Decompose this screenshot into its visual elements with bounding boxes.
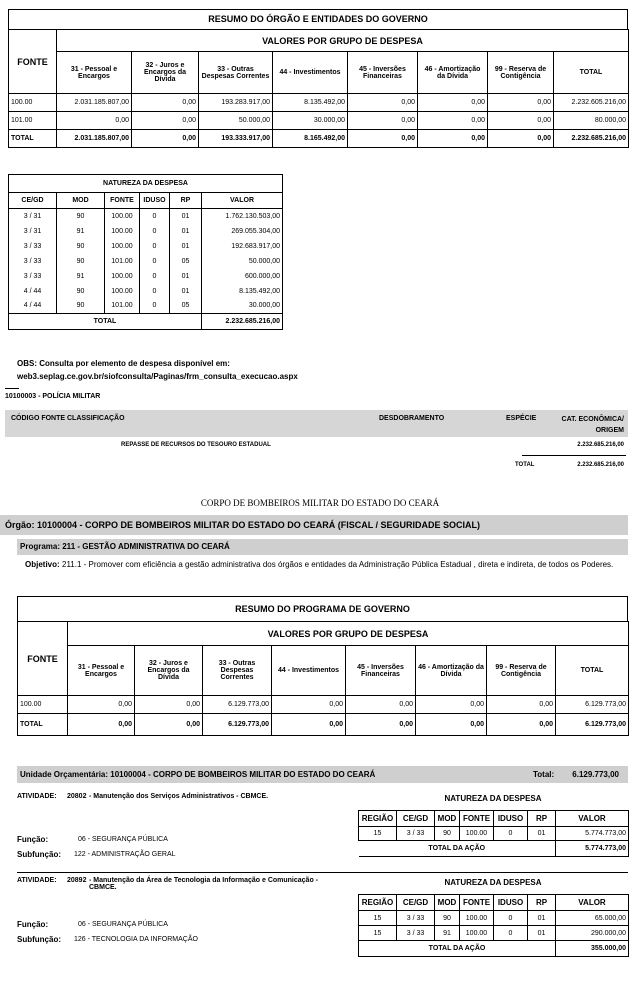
col-header: TOTAL: [556, 646, 629, 696]
program-summary-table: [17, 621, 629, 736]
col-header: 33 - Outras Despesas Correntes: [203, 646, 272, 696]
cell: 30.000,00: [202, 299, 283, 314]
atividade2-natureza-table: [358, 894, 629, 957]
cell: 0,00: [346, 714, 416, 736]
cell: 0,00: [68, 714, 135, 736]
cell: 0,00: [348, 112, 418, 130]
cell: 01: [170, 239, 202, 254]
objetivo-text: 211.1 - Promover com eficiência a gestão administrativa dos órgãos e entidades da Administração Pública Estadual , direta e indireta, de todos os Poderes.: [62, 560, 614, 569]
natureza-title: NATUREZA DA DESPESA: [444, 878, 542, 887]
divider: [5, 388, 19, 389]
cell: 269.055.304,00: [202, 224, 283, 239]
total-value: 2.232.685.216,00: [202, 314, 283, 330]
col-header: CE/GD: [9, 193, 57, 209]
col-header: 45 - Inversões Financeiras: [346, 646, 416, 696]
cell: 0,00: [416, 714, 487, 736]
col-header: IDUSO: [140, 193, 170, 209]
cell: 0: [494, 827, 528, 841]
cell: 0: [140, 254, 170, 269]
cell: 91: [435, 926, 460, 941]
cell: TOTAL: [18, 714, 68, 736]
subfuncao-value: 122 - ADMINISTRAÇÃO GERAL: [74, 851, 176, 858]
total-row: [359, 941, 629, 957]
cell: 8.135.492,00: [273, 94, 348, 112]
cell: 0,00: [416, 696, 487, 714]
total-label: TOTAL DA AÇÃO: [359, 841, 556, 857]
page-title: CORPO DE BOMBEIROS MILITAR DO ESTADO DO CEARÁ: [200, 498, 440, 508]
col-header: IDUSO: [494, 811, 528, 827]
unidade-label: Unidade Orçamentária: 10100004 - CORPO DE BOMBEIROS MILITAR DO ESTADO DO CEARÁ: [20, 770, 376, 779]
col-header: FONTE: [460, 895, 494, 911]
cell: 0,00: [487, 714, 556, 736]
col-header: 32 - Juros e Encargos da Dívida: [135, 646, 203, 696]
total-row: [18, 714, 629, 736]
cell: 100.00: [460, 926, 494, 941]
cell: 101.00: [9, 112, 57, 130]
col-header: 33 - Outras Despesas Correntes: [199, 52, 273, 94]
col-header: RP: [528, 895, 556, 911]
total-value: 5.774.773,00: [556, 841, 629, 857]
natureza-title: NATUREZA DA DESPESA: [9, 175, 283, 193]
col-header: 45 - Inversões Financeiras: [348, 52, 418, 94]
col-header: RP: [528, 811, 556, 827]
cell: 6.129.773,00: [556, 696, 629, 714]
cell: 8.165.492,00: [273, 130, 348, 148]
cell: 0: [140, 299, 170, 314]
top-summary-col-headers: [9, 52, 629, 94]
table-row: [9, 209, 283, 224]
cell: 90: [57, 284, 105, 299]
subfuncao-value: 126 - TECNOLOGIA DA INFORMAÇÃO: [74, 936, 198, 943]
cell: 0: [494, 911, 528, 926]
cell: 193.283.917,00: [199, 94, 273, 112]
cell: 90: [435, 911, 460, 926]
cell: 6.129.773,00: [556, 714, 629, 736]
atividade-label: ATIVIDADE:: [17, 793, 57, 800]
policia-total-label: TOTAL: [515, 462, 535, 468]
cell: 100.00: [105, 209, 140, 224]
natureza-body: [9, 209, 283, 314]
cell: 0,00: [487, 696, 556, 714]
funcao-label: Função:: [17, 920, 49, 929]
col-header: MOD: [57, 193, 105, 209]
cell: 3 / 33: [397, 926, 435, 941]
total-row: [359, 841, 629, 857]
table-row: [9, 299, 283, 314]
repasse-label: REPASSE DE RECURSOS DO TESOURO ESTADUAL: [121, 442, 271, 448]
cell: 0: [140, 239, 170, 254]
cell: 15: [359, 911, 397, 926]
atividade-label: ATIVIDADE:: [17, 877, 57, 884]
cell: 6.129.773,00: [203, 696, 272, 714]
cell: 05: [170, 254, 202, 269]
cell: 2.232.685.216,00: [554, 130, 629, 148]
repasse-value: 2.232.685.216,00: [577, 442, 624, 448]
col-header: MOD: [435, 895, 460, 911]
cell: 01: [170, 284, 202, 299]
policia-title: 10100003 - POLÍCIA MILITAR: [5, 393, 101, 400]
cell: 01: [170, 224, 202, 239]
col-header: RP: [170, 193, 202, 209]
cell: 15: [359, 827, 397, 841]
col-header: CE/GD: [397, 811, 435, 827]
cell: 8.135.492,00: [202, 284, 283, 299]
table-row: [9, 224, 283, 239]
table-row: [9, 284, 283, 299]
cell: 0,00: [348, 130, 418, 148]
atividade1-natureza-table: [358, 810, 629, 857]
cell: 0,00: [272, 714, 346, 736]
cell: 100.00: [460, 911, 494, 926]
col-especie: ESPÉCIE: [506, 415, 537, 422]
cell: 0,00: [418, 94, 488, 112]
total-value: 355.000,00: [556, 941, 629, 957]
col-header: 31 - Pessoal e Encargos: [68, 646, 135, 696]
col-header: FONTE: [460, 811, 494, 827]
atividade-code: 20892: [67, 877, 87, 884]
cell: 4 / 44: [9, 299, 57, 314]
orgao-bar: Órgão: 10100004 - CORPO DE BOMBEIROS MILITAR DO ESTADO DO CEARÁ (FISCAL / SEGURIDADE SOCIAL): [0, 515, 628, 535]
cell: 01: [528, 911, 556, 926]
cell: 101.00: [105, 254, 140, 269]
group-header: VALORES POR GRUPO DE DESPESA: [57, 30, 629, 52]
cell: 0,00: [57, 112, 132, 130]
cell: 65.000,00: [556, 911, 629, 926]
cell: 3 / 33: [9, 239, 57, 254]
natureza-headers: [359, 811, 629, 827]
cell: 01: [528, 926, 556, 941]
cell: 4 / 44: [9, 284, 57, 299]
funcao-value: 06 - SEGURANÇA PÚBLICA: [78, 921, 168, 928]
col-header: VALOR: [556, 895, 629, 911]
table-row: [9, 269, 283, 284]
total-label: TOTAL: [9, 314, 202, 330]
col-header: 32 - Juros e Encargos da Dívida: [132, 52, 199, 94]
cell: 100.00: [18, 696, 68, 714]
cell: 100.00: [460, 827, 494, 841]
atividade-desc: - Manutenção da Área de Tecnologia da Informação e Comunicação - CBMCE.: [89, 877, 318, 891]
funcao-label: Função:: [17, 835, 49, 844]
atividade1-natureza: [358, 790, 628, 857]
cell: 3 / 31: [9, 209, 57, 224]
col-header: 99 - Reserva de Contigência: [488, 52, 554, 94]
cell: 2.031.185.807,00: [57, 130, 132, 148]
atividade-code: 20802: [67, 793, 87, 800]
cell: 0: [494, 926, 528, 941]
cell: 50.000,00: [202, 254, 283, 269]
program-summary-title: RESUMO DO PROGRAMA DE GOVERNO: [17, 596, 628, 621]
cell: 3 / 31: [9, 224, 57, 239]
cell: 0,00: [488, 130, 554, 148]
table-row: [9, 254, 283, 269]
natureza-top-table: [8, 174, 283, 330]
natureza-top: [8, 174, 282, 330]
cell: 15: [359, 926, 397, 941]
cell: 0,00: [488, 112, 554, 130]
col-header: 44 - Investimentos: [272, 646, 346, 696]
cell: 0: [140, 224, 170, 239]
total-row: [9, 314, 283, 330]
obs-link[interactable]: web3.seplag.ce.gov.br/siofconsulta/Paginas/frm_consulta_execucao.aspx: [17, 372, 298, 381]
col-header: 44 - Investimentos: [273, 52, 348, 94]
col-header: REGIÃO: [359, 895, 397, 911]
col-cat: CAT. ECONÔMICA/ ORIGEM: [561, 416, 624, 434]
col-header: 31 - Pessoal e Encargos: [57, 52, 132, 94]
cell: 0,00: [135, 714, 203, 736]
cell: 0,00: [418, 130, 488, 148]
table-row: [359, 926, 629, 941]
cell: 193.333.917,00: [199, 130, 273, 148]
unidade-total-label: Total:: [533, 770, 555, 779]
cell: 01: [528, 827, 556, 841]
table-row: [9, 239, 283, 254]
cell: 5.774.773,00: [556, 827, 629, 841]
cell: 0,00: [132, 94, 199, 112]
cell: 100.00: [105, 239, 140, 254]
cell: 100.00: [105, 224, 140, 239]
policia-header-bar: [5, 410, 628, 437]
unidade-bar: [17, 766, 628, 783]
cell: 2.232.605.216,00: [554, 94, 629, 112]
programa-bar: Programa: 211 - GESTÃO ADMINISTRATIVA DO CEARÁ: [17, 539, 628, 555]
cell: 0,00: [346, 696, 416, 714]
cell: 3 / 33: [397, 911, 435, 926]
col-header: 46 - Amortização da Dívida: [416, 646, 487, 696]
atividade-desc: - Manutenção dos Serviços Administrativos - CBMCE.: [89, 793, 269, 800]
cell: 0: [140, 284, 170, 299]
top-summary: [8, 9, 628, 148]
cell: 05: [170, 299, 202, 314]
cell: 0,00: [132, 112, 199, 130]
program-summary: [17, 596, 628, 736]
table-row: [9, 94, 629, 112]
cell: 90: [57, 254, 105, 269]
cell: 90: [57, 209, 105, 224]
subfuncao-label: Subfunção:: [17, 935, 61, 944]
col-codigo: CÓDIGO FONTE CLASSIFICAÇÃO: [11, 415, 125, 422]
policia-total-value: 2.232.685.216,00: [577, 462, 624, 468]
cell: 2.031.185.807,00: [57, 94, 132, 112]
table-row: [9, 112, 629, 130]
col-header: FONTE: [105, 193, 140, 209]
top-summary-table: [8, 29, 629, 148]
col-header: 99 - Reserva de Contigência: [487, 646, 556, 696]
total-row: [9, 130, 629, 148]
cell: 30.000,00: [273, 112, 348, 130]
cell: 0,00: [348, 94, 418, 112]
cell: 0: [140, 269, 170, 284]
divider: [522, 455, 626, 456]
cell: 0,00: [272, 696, 346, 714]
natureza-title: NATUREZA DA DESPESA: [444, 794, 542, 803]
col-header: REGIÃO: [359, 811, 397, 827]
cell: 91: [57, 224, 105, 239]
cell: 0: [140, 209, 170, 224]
natureza-headers: [359, 895, 629, 911]
group-header: VALORES POR GRUPO DE DESPESA: [68, 622, 629, 646]
cell: 100.00: [9, 94, 57, 112]
cell: TOTAL: [9, 130, 57, 148]
cell: 0,00: [132, 130, 199, 148]
cell: 192.683.917,00: [202, 239, 283, 254]
col-desdobramento: DESDOBRAMENTO: [379, 415, 445, 422]
col-header: TOTAL: [554, 52, 629, 94]
cell: 90: [57, 239, 105, 254]
objetivo-label: Objetivo:: [25, 560, 60, 569]
col-header: MOD: [435, 811, 460, 827]
cell: 50.000,00: [199, 112, 273, 130]
obs-line1: OBS: Consulta por elemento de despesa disponível em:: [17, 359, 230, 368]
natureza-headers: [9, 193, 283, 209]
divider: [17, 872, 628, 873]
cell: 01: [170, 269, 202, 284]
table-row: [359, 827, 629, 841]
table-row: [18, 696, 629, 714]
fonte-header: FONTE: [9, 30, 57, 94]
cell: 600.000,00: [202, 269, 283, 284]
cell: 0,00: [135, 696, 203, 714]
cell: 6.129.773,00: [203, 714, 272, 736]
col-header: VALOR: [202, 193, 283, 209]
cell: 90: [435, 827, 460, 841]
col-header: VALOR: [556, 811, 629, 827]
atividade-desc-text: Manutenção dos Serviços Administrativos - CBMCE.: [93, 793, 269, 800]
cell: 3 / 33: [9, 269, 57, 284]
cell: 91: [57, 269, 105, 284]
cell: 0,00: [68, 696, 135, 714]
subfuncao-label: Subfunção:: [17, 850, 61, 859]
cell: 3 / 33: [9, 254, 57, 269]
col-header: IDUSO: [494, 895, 528, 911]
cell: 1.762.130.503,00: [202, 209, 283, 224]
cell: 01: [170, 209, 202, 224]
cell: 3 / 33: [397, 827, 435, 841]
col-header: CE/GD: [397, 895, 435, 911]
col-header: 46 - Amortização da Dívida: [418, 52, 488, 94]
funcao-value: 06 - SEGURANÇA PÚBLICA: [78, 836, 168, 843]
atividade2-natureza: [358, 874, 628, 957]
cell: 90: [57, 299, 105, 314]
cell: 100.00: [105, 284, 140, 299]
cell: 290.000,00: [556, 926, 629, 941]
atividade-desc-line1: Manutenção da Área de Tecnologia da Informação e Comunicação -: [93, 877, 318, 884]
cell: 101.00: [105, 299, 140, 314]
fonte-header: FONTE: [18, 622, 68, 696]
unidade-total-value: 6.129.773,00: [572, 770, 619, 779]
cell: 80.000,00: [554, 112, 629, 130]
top-summary-title: RESUMO DO ÓRGÃO E ENTIDADES DO GOVERNO: [8, 9, 628, 29]
total-label: TOTAL DA AÇÃO: [359, 941, 556, 957]
cell: 0,00: [488, 94, 554, 112]
cell: 100.00: [105, 269, 140, 284]
table-row: [359, 911, 629, 926]
cell: 0,00: [418, 112, 488, 130]
atividade-desc-line2: CBMCE.: [89, 884, 117, 891]
program-summary-col-headers: [18, 646, 629, 696]
